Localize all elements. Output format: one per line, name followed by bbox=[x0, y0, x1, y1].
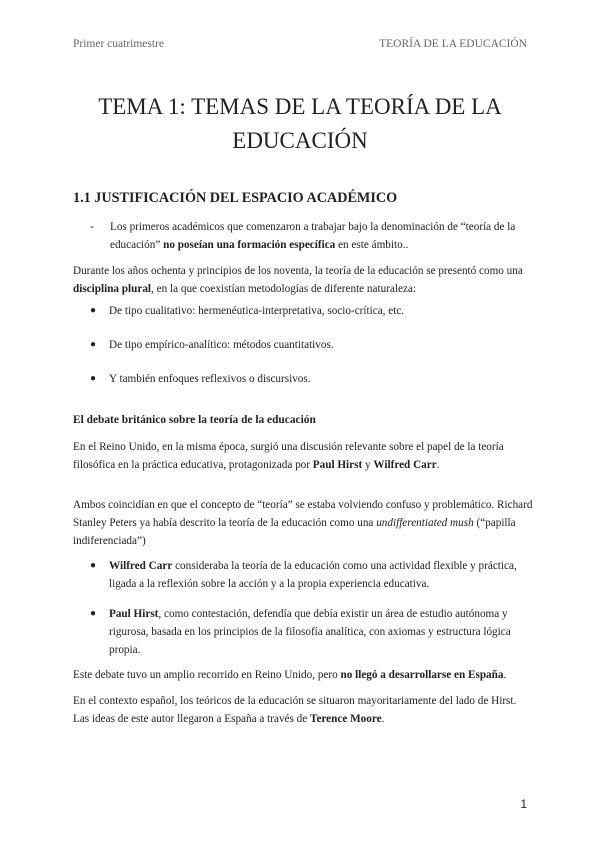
bullet-text: Y también enfoques reflexivos o discursivos. bbox=[109, 373, 311, 385]
para1-text-a: Durante los años ochenta y principios de los noventa, la teoría de la educación se presentó como una bbox=[73, 265, 523, 277]
bullet-text: , como contestación, defendía que debía existir un área de estudio autónoma y rigurosa, basada en los principios de la filosofía analítica, con axiomas y estructura lógica propia. bbox=[109, 608, 511, 656]
paragraph-1 bbox=[73, 262, 533, 298]
dash-marker: - bbox=[90, 221, 94, 233]
paragraph-5 bbox=[73, 692, 533, 728]
para2-bold-carr: Wilfred Carr bbox=[373, 459, 437, 471]
para4-bold: no llegó a desarrollarse en España bbox=[340, 669, 504, 681]
para1-text-b: , en la que coexistían metodologías de diferente naturaleza: bbox=[151, 283, 417, 295]
bullet-icon: ● bbox=[90, 560, 97, 571]
bullet-item-3 bbox=[90, 370, 520, 388]
dash-list-item bbox=[90, 218, 520, 254]
title-line-2: EDUCACIÓN bbox=[232, 128, 368, 153]
para3-italic: undifferentiated mush bbox=[376, 517, 474, 529]
section-title: 1.1 JUSTIFICACIÓN DEL ESPACIO ACADÉMICO bbox=[73, 190, 398, 206]
page-number: 1 bbox=[520, 797, 527, 811]
paragraph-2 bbox=[73, 438, 533, 474]
bullet-icon: ● bbox=[90, 608, 97, 619]
para3-text-b: (“papilla indiferenciada”) bbox=[73, 517, 516, 547]
para5-text-a: En el contexto español, los teóricos de la educación se situaron mayoritariamente del lado de Hirst. Las ideas de este autor llegaron a España a través de bbox=[73, 695, 517, 725]
dash-item-bold: no poseían una formación específica bbox=[163, 239, 336, 251]
para2-text-a: En el Reino Unido, en la misma época, surgió una discusión relevante sobre el papel de la teoría filosófica en la práctica educativa, protagonizada por bbox=[73, 441, 504, 471]
para2-bold-hirst: Paul Hirst bbox=[312, 459, 363, 471]
bullet-item-hirst bbox=[90, 605, 520, 659]
para5-bold: Terence Moore bbox=[310, 713, 382, 725]
dash-item-text-b: en este ámbito.. bbox=[335, 239, 409, 251]
bullet-icon: ● bbox=[90, 373, 97, 384]
para2-text-c: . bbox=[436, 459, 440, 471]
bullet-text: De tipo cualitativo: hermenéutica-interpretativa, socio-crítica, etc. bbox=[109, 305, 405, 317]
para5-text-b: . bbox=[381, 713, 385, 725]
para2-text-b: y bbox=[362, 459, 374, 471]
bullet-text: De tipo empírico-analítico: métodos cuantitativos. bbox=[109, 339, 334, 351]
para4-text-b: . bbox=[503, 669, 507, 681]
bullet-item-1 bbox=[90, 302, 520, 320]
bullet-bold-name: Wilfred Carr bbox=[109, 560, 173, 572]
page-title bbox=[60, 90, 540, 158]
dash-item-text-a: Los primeros académicos que comenzaron a trabajar bajo la denominación de “teoría de la educación” bbox=[110, 221, 516, 251]
para1-bold: disciplina plural bbox=[73, 283, 152, 295]
bullet-item-2 bbox=[90, 336, 520, 354]
bullet-item-carr bbox=[90, 557, 520, 593]
para3-text-a: Ambos coincidían en que el concepto de “teoría” se estaba volviendo confuso y problemático. Richard Stanley Peters ya había descrito la teoría de la educación como una bbox=[73, 499, 533, 529]
paragraph-4 bbox=[73, 666, 533, 684]
bullet-bold-name: Paul Hirst bbox=[109, 608, 159, 620]
bullet-icon: ● bbox=[90, 305, 97, 316]
header-subject-label: TEORÍA DE LA EDUCACIÓN bbox=[379, 38, 527, 50]
bullet-icon: ● bbox=[90, 339, 97, 350]
para4-text-a: Este debate tuvo un amplio recorrido en Reino Unido, pero bbox=[73, 669, 341, 681]
title-line-1: TEMA 1: TEMAS DE LA TEORÍA DE LA bbox=[98, 94, 502, 119]
paragraph-3 bbox=[73, 496, 533, 550]
bullet-text: consideraba la teoría de la educación como una actividad flexible y práctica, ligada a la reflexión sobre la acción y a la propia experiencia educativa. bbox=[109, 560, 517, 590]
subsection-title: El debate británico sobre la teoría de la educación bbox=[73, 414, 316, 426]
header-course-label: Primer cuatrimestre bbox=[73, 38, 165, 50]
